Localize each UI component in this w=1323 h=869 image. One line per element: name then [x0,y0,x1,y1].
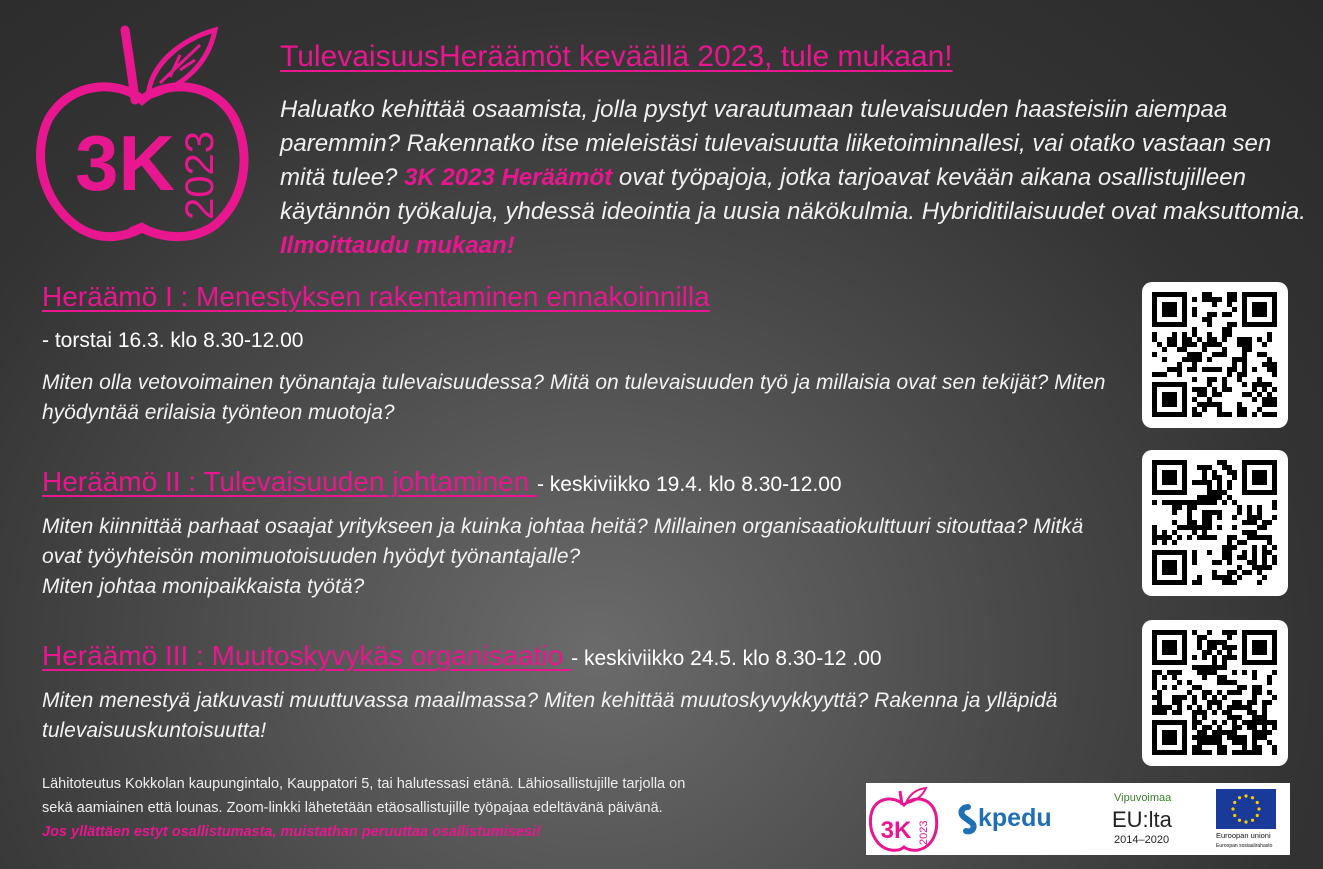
qr-code-session-2[interactable] [1142,450,1288,596]
svg-text:2014–2020: 2014–2020 [1114,834,1170,846]
session-1-date: - torstai 16.3. klo 8.30-12.00 [42,329,304,352]
intro-paragraph [280,93,1310,263]
session-2-questions-text: Miten kiinnittää parhaat osaajat yritykseen ja kuinka johtaa heitä? Millainen organisaatiokulttuuri sitouttaa? Mitkä ovat työyhteisön monimuotoisuuden hyödyt työnantajalle? [42,515,1084,568]
svg-text:kpedu: kpedu [978,804,1052,832]
session-3-date: - keskiviikko 24.5. klo 8.30-12 .00 [571,647,882,670]
svg-text:EU:lta: EU:lta [1112,807,1172,832]
footer-line-2: sekä aamiainen että lounas. Zoom-linkki lähetetään etäosallistujille työpajaa edeltävänä päivänä. [42,800,663,816]
session-2-questions [42,512,1122,602]
session-2-date: - keskiviikko 19.4. klo 8.30-12.00 [536,473,842,496]
svg-text:2023: 2023 [918,820,930,845]
svg-text:Vipuvoimaa: Vipuvoimaa [1114,792,1172,804]
intro-text-2: ovat työpajoja, jotka tarjoavat kevään aikana osallistujilleen käytännön työkaluja, yhdessä ideointia ja uusia näkökulmia. Hybriditilaisuudet ovat maksuttomia. [280,164,1306,225]
svg-text:Euroopan sosiaalirahasto: Euroopan sosiaalirahasto [1216,843,1273,849]
eu-flag-icon [1216,789,1276,849]
session-1-questions: Miten olla vetovoimainen työnantaja tulevaisuudessa? Mitä on tulevaisuuden työ ja millaisia ovat sen tekijät? Miten hyödyntää erilaisia työnteon muotoja? [42,371,1106,424]
footer-warning: Jos yllättäen estyt osallistumasta, muistathan peruuttaa osallistumisesi! [42,824,541,840]
svg-text:3K: 3K [880,817,912,844]
session-3-questions: Miten menestyä jatkuvasti muuttuvassa maailmassa? Miten kehittää muutoskyvykkyyttä? Rakenna ja ylläpidä tulevaisuuskuntoisuutta! [42,689,1058,742]
logo-year-text: 2023 [178,131,222,220]
session-2-heading[interactable]: Heräämö II : Tulevaisuuden johtaminen [42,466,537,497]
qr-code-session-3[interactable] [1142,620,1288,766]
partner-logos-strip [866,783,1290,855]
intro-highlight-1: 3K 2023 Heräämöt [404,164,613,191]
footer-line-1: Lähitoteutus Kokkolan kaupungintalo, Kauppatori 5, tai halutessasi etänä. Lähiosallistujille tarjolla on [42,776,686,792]
qr-code-icon [1142,282,1288,428]
session-3-heading[interactable]: Heräämö III : Muutoskyvykäs organisaatio [42,640,572,671]
session-1-heading[interactable]: Heräämö I : Menestyksen rakentaminen ennakoinnilla [42,281,710,312]
intro-highlight-2: Ilmoittaudu mukaan! [280,232,515,259]
svg-text:Euroopan unioni: Euroopan unioni [1216,831,1271,840]
session-2-questions-text-2: Miten johtaa monipaikkaista työtä? [42,575,365,598]
intro-text-1: Haluatko kehittää osaamista, jolla pystyt varautumaan tulevaisuuden haasteisiin aiempaa paremmin? Rakennatko itse mieleistäsi tulevaisuutta liiketoiminnallesi, vai otatko vastaan sen mitä tulee? [280,96,1272,191]
qr-code-session-1[interactable] [1142,282,1288,428]
kpedu-logo [961,804,1051,832]
qr-code-icon [1142,450,1288,596]
session-3-header-line [42,640,882,672]
qr-code-icon [1142,620,1288,766]
small-3k-logo [870,788,936,850]
session-2-header-line [42,466,842,498]
page-title: TulevaisuusHeräämöt keväällä 2023, tule mukaan! [280,40,953,73]
logo-3k-text: 3K [75,119,175,207]
3k-apple-logo [30,25,255,250]
vipuvoimaa-logo [1112,792,1173,846]
footer-info [42,772,842,844]
